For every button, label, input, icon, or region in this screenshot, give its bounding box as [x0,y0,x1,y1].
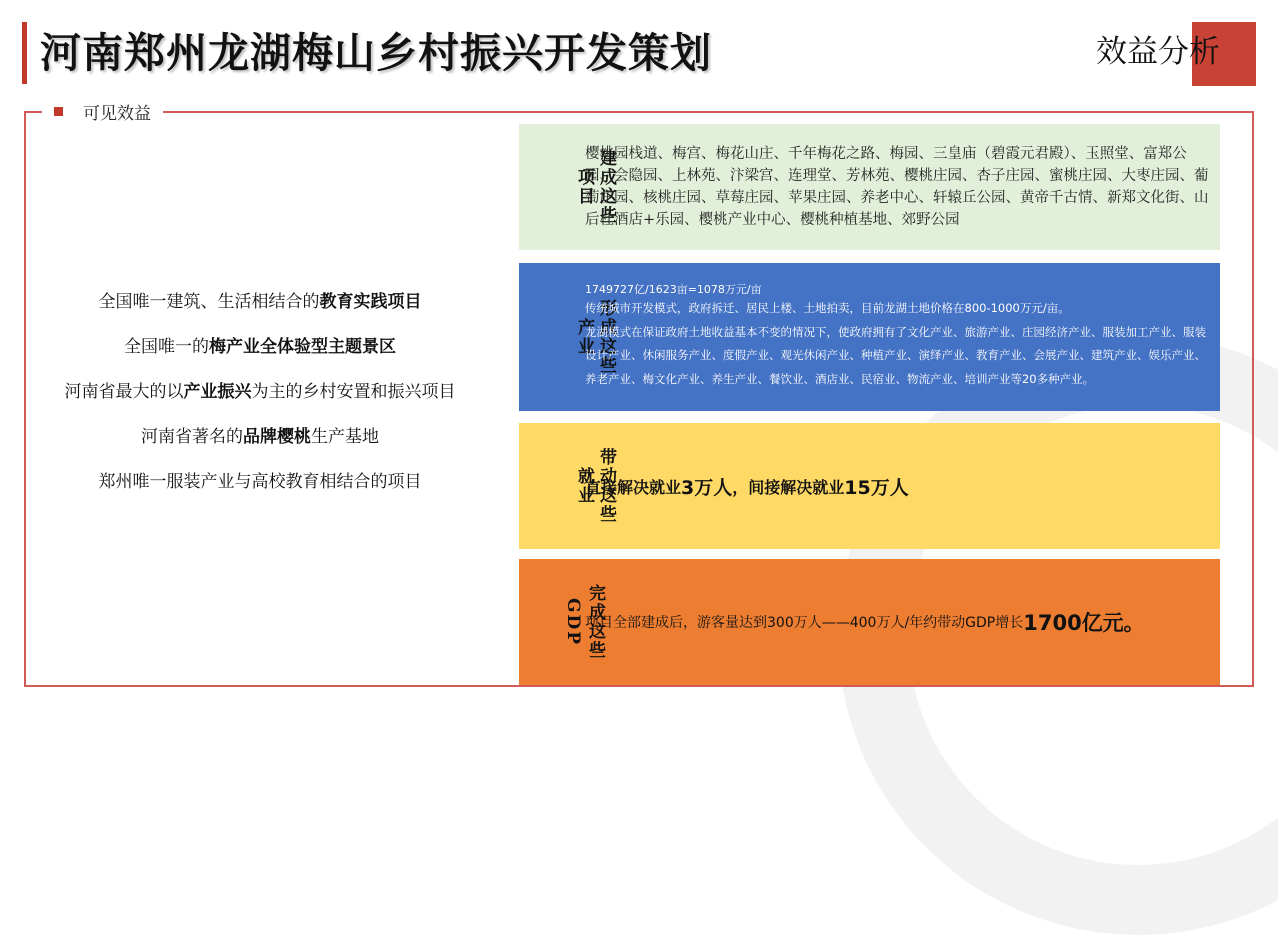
bullet-square-icon [54,107,63,116]
panel-projects-label: 建成这些 项目 [574,149,616,225]
section-label: 效益分析 [1096,34,1220,70]
highlight-item: 全国唯一建筑、生活相结合的教育实践项目 [98,292,422,312]
panel-industries-text: 1749727亿/1623亩=1078万元/亩 传统城市开发模式，政府拆迁、居民上楼、土地拍卖，目前龙湖土地价格在800-1000万元/亩。 龙湖模式在保证政府土地收益基本不变的情况下，使政府拥有了文化产业、旅游产业、庄园经济产业、服装加工产业、服装设计产业、休闲服务产业、度假产业、观光休闲产业、种植产业、演绎产业、教育产业、会展产业、建筑产业、娱乐产业、养老产业、梅文化产业、养生产业、餐饮业、酒店业、民宿业、物流产业、培训产业等20多种产业。 [585,283,1206,386]
highlight-item: 全国唯一的梅产业全体验型主题景区 [124,337,396,357]
panel-employment-text: 直接解决就业 3万人 ，间接解决就业 15万人 [585,476,909,499]
highlight-item: 河南省著名的品牌樱桃生产基地 [141,427,379,447]
panel-employment [519,423,1220,549]
panel-gdp [519,559,1220,685]
panel-projects [519,124,1220,250]
highlights-list [30,280,490,505]
panel-industries-label: 形成这些 产业 [574,299,616,375]
panel-projects-text: 樱桃园栈道、梅宫、梅花山庄、千年梅花之路、梅园、三皇庙（碧霞元君殿）、玉照堂、富郑公园、会隐园、上林苑、汴梁宫、连理堂、芳林苑、樱桃庄园、杏子庄园、蜜桃庄园、大枣庄园、葡萄庄园、核桃庄园、草莓庄园、苹果庄园、养老中心、轩辕丘公园、黄帝千古情、新郑文化街、山后杜酒店+乐园、樱桃产业中心、樱桃种植基地、郊野公园 [585,146,1209,228]
page-title: 河南郑州龙湖梅山乡村振兴开发策划 [40,29,712,77]
panel-industries [519,263,1220,411]
subsection-heading-text: 可见效益 [83,103,151,124]
subsection-heading [42,98,163,124]
highlight-item: 河南省最大的以产业振兴为主的乡村安置和振兴项目 [64,382,456,402]
panel-employment-label: 带动这些 就业 [574,448,616,524]
title-accent-bar [22,22,27,84]
highlight-item: 郑州唯一服装产业与高校教育相结合的项目 [98,472,422,492]
panel-gdp-text: 项目全部建成后，游客量达到300万人——400万人/年约带动GDP增长 1700亿元。 [585,611,1145,635]
panel-gdp-label: 完成这些 GDP [563,584,605,660]
